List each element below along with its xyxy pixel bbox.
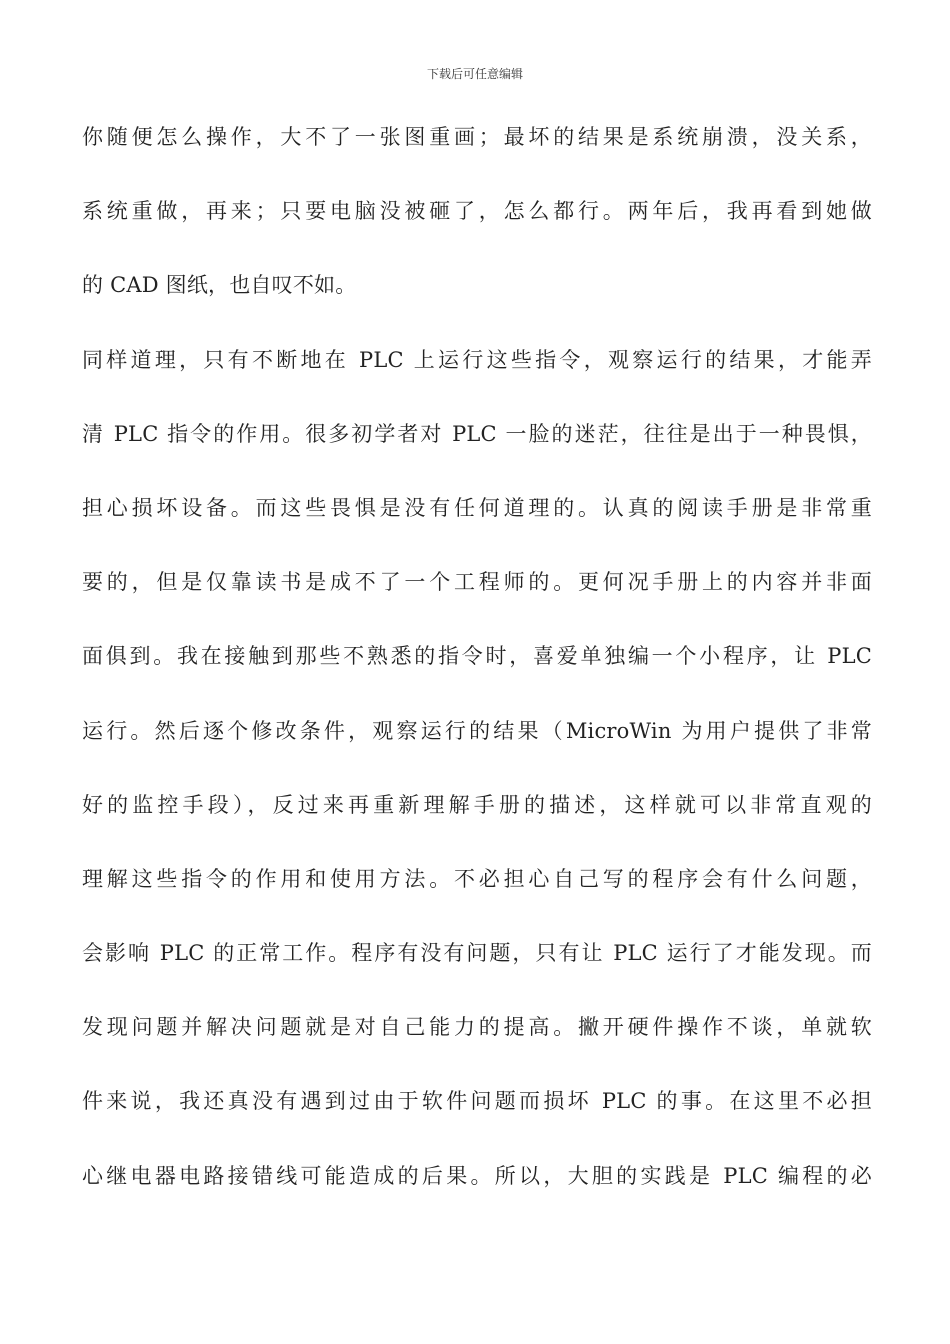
text-line: 的 CAD 图纸，也自叹不如。 [82, 273, 357, 298]
text-line: 会影响 PLC 的正常工作。程序有没有问题，只有让 PLC 运行了才能发现。而 [82, 941, 872, 966]
text-line: 系统重做，再来；只要电脑没被砸了，怎么都行。两年后，我再看到她做 [82, 199, 872, 224]
text-line: 同样道理，只有不断地在 PLC 上运行这些指令，观察运行的结果，才能弄 [82, 347, 872, 372]
text-line: 运行。然后逐个修改条件，观察运行的结果（MicroWin 为用户提供了非常 [82, 718, 872, 743]
text-line: 件来说，我还真没有遇到过由于软件问题而损坏 PLC 的事。在这里不必担 [82, 1089, 872, 1114]
text-line: 发现问题并解决问题就是对自己能力的提高。撇开硬件操作不谈，单就软 [82, 1015, 872, 1040]
body-text [82, 100, 872, 1213]
text-line: 担心损坏设备。而这些畏惧是没有任何道理的。认真的阅读手册是非常重 [82, 495, 872, 520]
text-line: 心继电器电路接错线可能造成的后果。所以，大胆的实践是 PLC 编程的必 [82, 1163, 872, 1188]
text-line: 清 PLC 指令的作用。很多初学者对 PLC 一脸的迷茫，往往是出于一种畏惧， [82, 421, 872, 446]
text-line: 你随便怎么操作，大不了一张图重画；最坏的结果是系统崩溃，没关系， [82, 125, 872, 149]
text-line: 理解这些指令的作用和使用方法。不必担心自己写的程序会有什么问题， [82, 866, 872, 891]
text-line: 好的监控手段），反过来再重新理解手册的描述，这样就可以非常直观的 [82, 792, 872, 817]
text-line: 要的，但是仅靠读书是成不了一个工程师的。更何况手册上的内容并非面 [82, 570, 872, 595]
text-line: 面俱到。我在接触到那些不熟悉的指令时，喜爱单独编一个小程序，让 PLC [82, 644, 872, 669]
header-note: 下载后可任意编辑 [426, 67, 523, 81]
